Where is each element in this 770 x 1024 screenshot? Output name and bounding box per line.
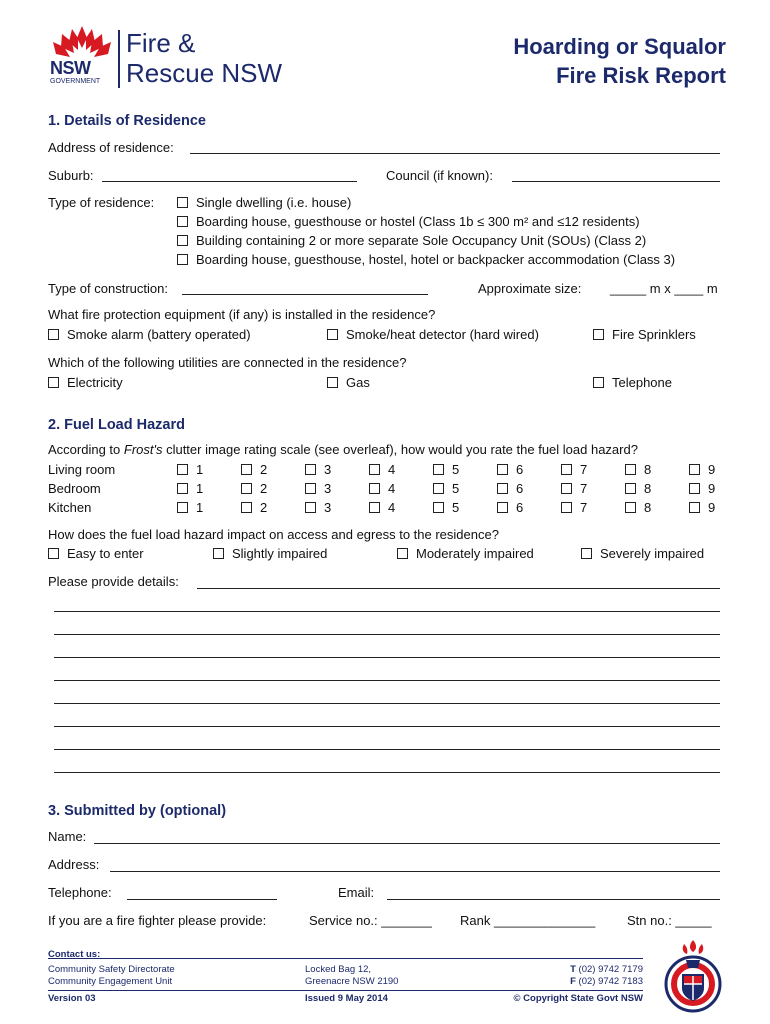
rating-option[interactable] [497,462,523,477]
submitter-address-field[interactable] [110,871,720,872]
suburb-label: Suburb: [48,168,94,183]
rating-option[interactable] [433,462,459,477]
submitter-name-label: Name: [48,829,87,844]
room-label-living: Living room [48,462,116,477]
option-label: Easy to enter [67,546,144,561]
footer-phone [570,964,643,975]
residence-option-3[interactable] [177,233,646,248]
footer-version: Version 03 [48,993,96,1004]
contact-title: Contact us: [48,949,101,960]
rating-option[interactable] [241,462,267,477]
rating-value: 3 [324,500,332,515]
checkbox[interactable] [48,329,59,340]
rating-value: 3 [324,481,332,496]
rating-option[interactable] [305,481,331,496]
checkbox[interactable] [327,329,338,340]
checkbox[interactable] [497,502,508,513]
checkbox[interactable] [177,216,188,227]
checkbox[interactable] [48,377,59,388]
option-label: Fire Sprinklers [612,327,696,342]
rating-option[interactable] [561,500,587,515]
checkbox[interactable] [581,548,592,559]
fire-eq-smoke-alarm[interactable] [48,327,251,342]
rating-value: 7 [580,462,588,477]
fuel-load-question [48,442,638,457]
type-of-residence-label: Type of residence: [48,195,155,210]
details-line[interactable] [54,749,720,750]
rating-value: 8 [644,481,652,496]
checkbox[interactable] [497,483,508,494]
checkbox[interactable] [213,548,224,559]
rating-value: 6 [516,481,524,496]
checkbox[interactable] [561,502,572,513]
waratah-icon [50,24,114,60]
rating-option[interactable] [625,500,651,515]
rating-option[interactable] [561,462,587,477]
rating-value: 8 [644,462,652,477]
submitter-address-label: Address: [48,857,100,872]
checkbox[interactable] [433,464,444,475]
rating-option[interactable] [625,462,651,477]
crest-icon [660,938,726,1014]
room-label-bedroom: Bedroom [48,481,101,496]
checkbox[interactable] [305,502,316,513]
rating-value: 8 [644,500,652,515]
fire-rescue-crest [660,938,726,1014]
checkbox[interactable] [177,502,188,513]
utility-telephone[interactable] [593,375,672,390]
checkbox[interactable] [625,502,636,513]
phone-number: (02) 9742 7179 [575,964,643,975]
rating-value: 4 [388,500,396,515]
footer-address-1: Locked Bag 12, [305,964,372,975]
rating-option[interactable] [689,481,715,496]
rating-value: 3 [324,462,332,477]
checkbox[interactable] [177,254,188,265]
fire-equipment-question: What fire protection equipment (if any) is installed in the residence? [48,307,436,322]
fire-eq-sprinklers[interactable] [593,327,696,342]
rating-value: 2 [260,500,268,515]
option-label: Electricity [67,375,123,390]
rating-option[interactable] [241,481,267,496]
checkbox[interactable] [689,464,700,475]
residence-option-label: Boarding house, guesthouse or hostel (Class 1b ≤ 300 m² and ≤12 residents) [196,214,640,229]
checkbox[interactable] [369,483,380,494]
checkbox[interactable] [689,483,700,494]
option-label: Moderately impaired [416,546,534,561]
rating-value: 2 [260,462,268,477]
rating-option[interactable] [689,500,715,515]
impact-easy[interactable] [48,546,144,561]
fire-eq-detector[interactable] [327,327,539,342]
checkbox[interactable] [593,377,604,388]
nsw-wordmark: NSW [50,58,91,78]
rating-option[interactable] [561,481,587,496]
stn-no-field[interactable]: Stn no.: _____ [627,913,712,928]
utility-electricity[interactable] [48,375,123,390]
logo-fire-rescue-bottom: Rescue NSW [126,58,283,88]
checkbox[interactable] [433,483,444,494]
rating-option[interactable] [369,500,395,515]
rating-option[interactable] [433,481,459,496]
checkbox[interactable] [369,464,380,475]
section1-title: 1. Details of Residence [48,113,206,129]
residence-option-label: Boarding house, guesthouse, hostel, hotel or backpacker accommodation (Class 3) [196,252,676,267]
checkbox[interactable] [241,464,252,475]
council-label: Council (if known): [386,168,493,183]
logo-divider [118,30,120,88]
rank-field[interactable]: Rank ______________ [460,913,596,928]
checkbox[interactable] [625,483,636,494]
checkbox[interactable] [625,464,636,475]
option-label: Severely impaired [600,546,705,561]
footer-unit: Community Engagement Unit [48,976,173,987]
details-line[interactable] [197,588,720,589]
details-line[interactable] [54,726,720,727]
question-text: clutter image rating scale (see overleaf), how would you rate the fuel load hazard? [162,442,638,457]
option-label: Gas [346,375,370,390]
rating-value: 1 [196,500,204,515]
rating-option[interactable] [689,462,715,477]
footer-issued: Issued 9 May 2014 [305,993,388,1004]
rating-value: 9 [708,500,716,515]
submitter-telephone-label: Telephone: [48,885,112,900]
logo-fire-rescue-top: Fire & [126,28,196,58]
rating-option[interactable] [369,462,395,477]
rating-value: 4 [388,462,396,477]
footer-rule-bottom [48,990,643,991]
page-title-line2: Fire Risk Report [556,63,726,88]
rating-option[interactable] [177,500,203,515]
rating-value: 5 [452,500,460,515]
residence-option-label: Single dwelling (i.e. house) [196,195,352,210]
approx-size-label: Approximate size: [478,281,582,296]
submitter-telephone-field[interactable] [127,899,277,900]
checkbox[interactable] [305,464,316,475]
room-label-kitchen: Kitchen [48,500,92,515]
rating-option[interactable] [433,500,459,515]
rating-value: 4 [388,481,396,496]
rating-option[interactable] [177,462,203,477]
option-label: Smoke alarm (battery operated) [67,327,251,342]
rating-value: 7 [580,500,588,515]
address-label: Address of residence: [48,140,174,155]
checkbox[interactable] [177,483,188,494]
council-field[interactable] [512,181,720,182]
question-text: According to [48,442,124,457]
rating-option[interactable] [497,481,523,496]
rating-option[interactable] [625,481,651,496]
rating-option[interactable] [305,500,331,515]
impact-question: How does the fuel load hazard impact on access and egress to the residence? [48,527,499,542]
submitter-name-field[interactable] [94,843,720,844]
phone-prefix: T [570,964,576,975]
section2-title: 2. Fuel Load Hazard [48,417,185,433]
residence-option-1[interactable] [177,195,351,210]
footer-directorate: Community Safety Directorate [48,964,175,975]
fax-number: (02) 9742 7183 [575,976,643,987]
checkbox[interactable] [561,483,572,494]
rating-value: 1 [196,462,204,477]
fax-prefix: F [570,976,576,987]
option-label: Smoke/heat detector (hard wired) [346,327,539,342]
details-line[interactable] [54,611,720,612]
approx-size-field[interactable]: _____ m x ____ m [610,281,718,296]
option-label: Slightly impaired [232,546,328,561]
checkbox[interactable] [177,464,188,475]
nsw-government-logo [46,24,118,90]
checkbox[interactable] [305,483,316,494]
rating-value: 6 [516,500,524,515]
checkbox[interactable] [689,502,700,513]
section3-title: 3. Submitted by (optional) [48,803,227,819]
rating-value: 7 [580,481,588,496]
service-no-field[interactable]: Service no.: _______ [309,913,432,928]
checkbox[interactable] [327,377,338,388]
page-title-line1: Hoarding or Squalor [513,34,726,59]
residence-option-4[interactable] [177,252,675,267]
submitter-email-field[interactable] [387,899,720,900]
rating-value: 6 [516,462,524,477]
footer-address-2: Greenacre NSW 2190 [305,976,399,987]
impact-severely[interactable] [581,546,704,561]
details-line[interactable] [54,634,720,635]
utility-gas[interactable] [327,375,370,390]
rating-value: 2 [260,481,268,496]
residence-option-label: Building containing 2 or more separate Sole Occupancy Unit (SOUs) (Class 2) [196,233,647,248]
rating-option[interactable] [369,481,395,496]
rating-option[interactable] [177,481,203,496]
checkbox[interactable] [241,483,252,494]
details-label: Please provide details: [48,574,179,589]
rating-value: 5 [452,462,460,477]
government-wordmark: GOVERNMENT [50,78,101,85]
question-emphasis: Frost's [123,442,163,457]
checkbox[interactable] [397,548,408,559]
rating-value: 9 [708,481,716,496]
details-line[interactable] [54,680,720,681]
details-line[interactable] [54,657,720,658]
rating-value: 5 [452,481,460,496]
rating-option[interactable] [305,462,331,477]
checkbox[interactable] [177,235,188,246]
details-line[interactable] [54,703,720,704]
rating-value: 1 [196,481,204,496]
construction-field[interactable] [182,294,428,295]
checkbox[interactable] [561,464,572,475]
rating-value: 9 [708,462,716,477]
checkbox[interactable] [369,502,380,513]
footer-copyright: © Copyright State Govt NSW [513,993,643,1004]
utilities-question: Which of the following utilities are connected in the residence? [48,355,407,370]
option-label: Telephone [612,375,672,390]
checkbox[interactable] [177,197,188,208]
checkbox[interactable] [433,502,444,513]
address-field[interactable] [190,153,720,154]
checkbox[interactable] [241,502,252,513]
suburb-field[interactable] [102,181,357,182]
residence-option-2[interactable] [177,214,640,229]
details-line[interactable] [54,772,720,773]
impact-moderately[interactable] [397,546,534,561]
submitter-email-label: Email: [338,885,375,900]
checkbox[interactable] [48,548,59,559]
footer-fax [570,976,643,987]
checkbox[interactable] [593,329,604,340]
impact-slightly[interactable] [213,546,327,561]
checkbox[interactable] [497,464,508,475]
rating-option[interactable] [241,500,267,515]
firefighter-label: If you are a fire fighter please provide: [48,913,267,928]
rating-option[interactable] [497,500,523,515]
construction-label: Type of construction: [48,281,168,296]
footer-rule-top [48,958,643,959]
